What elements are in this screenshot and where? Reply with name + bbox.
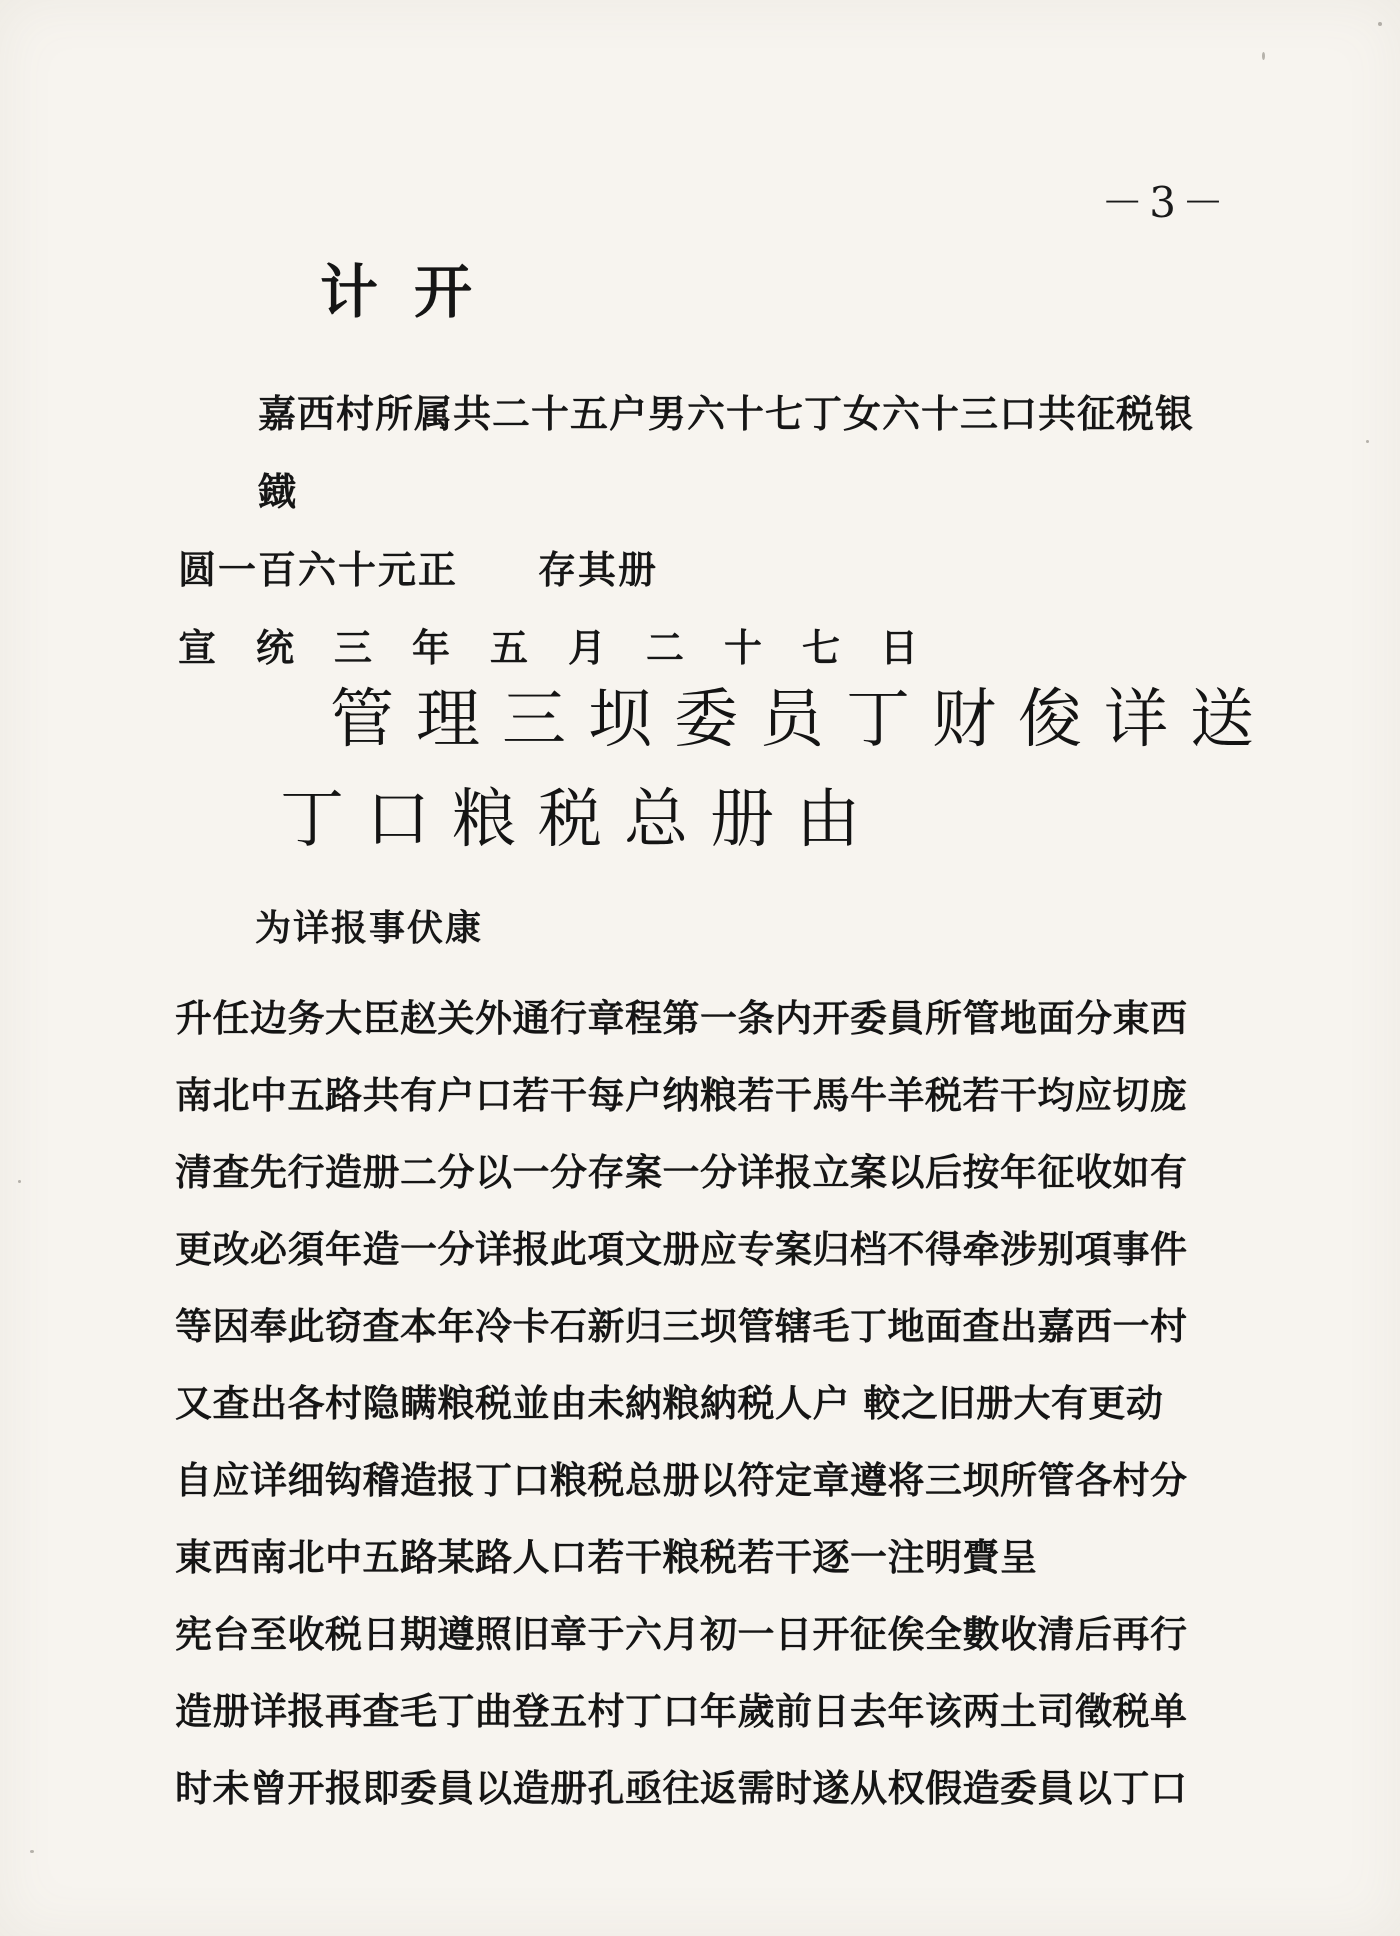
page-number: －3－: [1101, 178, 1230, 227]
summary-block: [178, 375, 1228, 687]
paper-speck: [1378, 22, 1382, 26]
body-line: 时未曾开报即委員以造册孔亟往返需时遂从权假造委員以丁口: [175, 1766, 1188, 1810]
body-line: 造册详报再查毛丁曲登五村丁口年歲前日去年该两土司徵税单: [175, 1689, 1188, 1733]
summary-date: 宣统三年五月二十七日: [178, 625, 959, 670]
file-title: [280, 670, 1276, 870]
summary-amount: 圆一百六十元正: [178, 547, 459, 592]
body-line: 等因奉此窃查本年冷卡石新归三坝管辖毛丁地面查出嘉西一村: [175, 1304, 1188, 1348]
body-line: 升任边务大臣赵关外通行章程第一条内开委員所管地面分東西: [175, 996, 1188, 1040]
paper-speck: [1262, 52, 1265, 60]
salutation: 为详报事伏康: [255, 907, 484, 949]
body-line: 更改必須年造一分详报此項文册应专案归档不得牵涉别項事件: [175, 1227, 1188, 1271]
body-line: 清查先行造册二分以一分存案一分详报立案以后按年征收如有: [175, 1150, 1188, 1194]
file-title-line-1: 管理三坝委员丁财俊详送: [330, 683, 1276, 757]
paper-speck: [18, 1180, 21, 1183]
paper-speck: [1366, 440, 1369, 443]
body-text: [175, 980, 1235, 1827]
summary-line-2: [178, 531, 1228, 609]
paper-speck: [30, 1850, 34, 1853]
body-line: 宪台至收税日期遵照旧章于六月初一日开征俟全數收清后再行: [175, 1612, 1188, 1656]
body-line: 又查出各村隐瞒粮税並由未納粮納税人户 較之旧册大有更动: [175, 1381, 1164, 1425]
body-line: 自应详细钩稽造报丁口粮税总册以符定章遵将三坝所管各村分: [175, 1458, 1188, 1502]
file-title-line-2: 丁口粮税总册由: [280, 783, 882, 857]
summary-line-1: 嘉西村所属共二十五户男六十七丁女六十三口共征税银鐡: [258, 391, 1195, 514]
body-line: 東西南北中五路某路人口若干粮税若干逐一注明賷呈: [175, 1535, 1038, 1579]
body-line: 南北中五路共有户口若干每户纳粮若干馬牛羊税若干均应切庞: [175, 1073, 1188, 1117]
heading: 计开: [320, 258, 509, 326]
summary-note: 存其册: [538, 547, 659, 592]
